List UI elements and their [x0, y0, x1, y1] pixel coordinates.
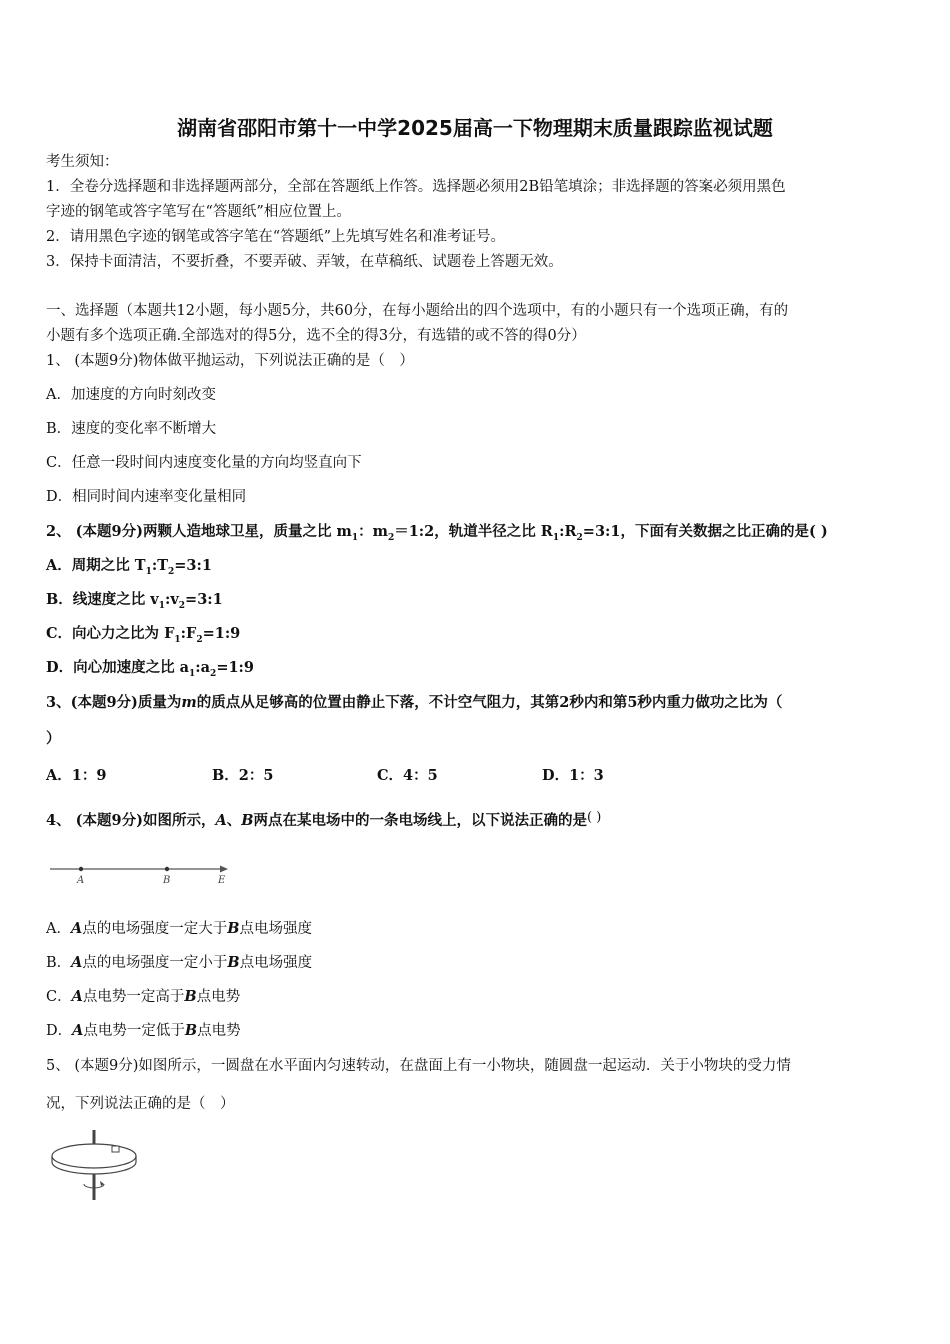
q4-option-a: A．A点的电场强度一定大于B点电场强度: [46, 920, 313, 937]
section-instruction-1: 一、选择题（本题共12小题，每小题5分，共60分，在每小题给出的四个选项中，有的小题只有一个选项正确，有的: [46, 303, 789, 319]
notice-item-3: 3．保持卡面清洁，不要折叠，不要弄破、弄皱，在草稿纸、试题卷上答题无效。: [46, 254, 563, 270]
q2-option-a: A．周期之比 $T_1:T_2=3:1$: [46, 557, 212, 577]
point-a: [79, 867, 83, 871]
label-a: A: [77, 875, 85, 886]
q1-option-d: D．相同时间内速率变化量相同: [46, 489, 247, 505]
label-b: B: [163, 875, 171, 886]
section-instruction-2: 小题有多个选项正确.全部选对的得5分，选不全的得3分，有选错的或不答的得0分）: [46, 328, 586, 344]
q3-stem-close: ）: [46, 730, 61, 747]
q4-option-c: C．A点电势一定高于B点电势: [46, 988, 241, 1005]
label-e: E: [218, 875, 226, 886]
notice-item-1a: 1．全卷分选择题和非选择题两部分，全部在答题纸上作答。选择题必须用2B铅笔填涂；非选择题的答案必须用黑色: [46, 179, 786, 195]
q1-stem: 1、 (本题9分)物体做平抛运动，下列说法正确的是（ ）: [46, 353, 414, 369]
q3-option-c: C．4：5: [377, 767, 438, 784]
q2-stem: 2、 (本题9分)两颗人造地球卫星，质量之比 $m_1$：$m_2=1:2$，轨道半径之比 $R_1:R_2=3:1$，下面有关数据之比正确的是( ): [46, 523, 828, 543]
notice-item-1b: 字迹的钢笔或答字笔写在“答题纸”相应位置上。: [46, 204, 351, 220]
q1-option-b: B．速度的变化率不断增大: [46, 421, 217, 437]
q1-option-c: C．任意一段时间内速度变化量的方向均竖直向下: [46, 455, 362, 471]
q4-option-d: D．A点电势一定低于B点电势: [46, 1022, 241, 1039]
q1-option-a: A．加速度的方向时刻改变: [46, 387, 216, 403]
q4-stem: 4、 (本题9分)如图所示，A、B两点在某电场中的一条电场线上，以下说法正确的是( ): [46, 810, 602, 829]
q3-option-d: D．1：3: [542, 767, 604, 784]
q3-option-b: B．2：5: [212, 767, 274, 784]
electric-field-line-figure: [46, 858, 236, 888]
q2-option-d: D．向心加速度之比 $a_1:a_2=1:9$: [46, 659, 254, 679]
q4-option-b: B．A点的电场强度一定小于B点电场强度: [46, 954, 313, 971]
point-b: [165, 867, 169, 871]
q5-stem-1: 5、 (本题9分)如图所示，一圆盘在水平面内匀速转动，在盘面上有一小物块，随圆盘一起运动．关于小物块的受力情: [46, 1058, 791, 1074]
field-arrow-icon: [220, 866, 228, 873]
q2-option-b: B．线速度之比 $v_1:v_2=3:1$: [46, 591, 223, 611]
q3-stem: 3、(本题9分)质量为m的质点从足够高的位置由静止下落，不计空气阻力，其第2秒内和第5秒内重力做功之比为（: [46, 694, 783, 711]
q5-stem-2: 况，下列说法正确的是（ ）: [46, 1096, 235, 1112]
disc-top: [52, 1144, 136, 1168]
rotating-disc-figure: [46, 1128, 142, 1202]
q3-option-a: A．1：9: [46, 767, 107, 784]
page-title: 湖南省邵阳市第十一中学2025届高一下物理期末质量跟踪监视试题: [177, 116, 773, 140]
notice-heading: 考生须知：: [46, 154, 119, 170]
q2-option-c: C．向心力之比为 $F_1:F_2=1:9$: [46, 625, 241, 645]
small-block: [112, 1146, 119, 1152]
notice-item-2: 2．请用黑色字迹的钢笔或答字笔在“答题纸”上先填写姓名和准考证号。: [46, 229, 506, 245]
